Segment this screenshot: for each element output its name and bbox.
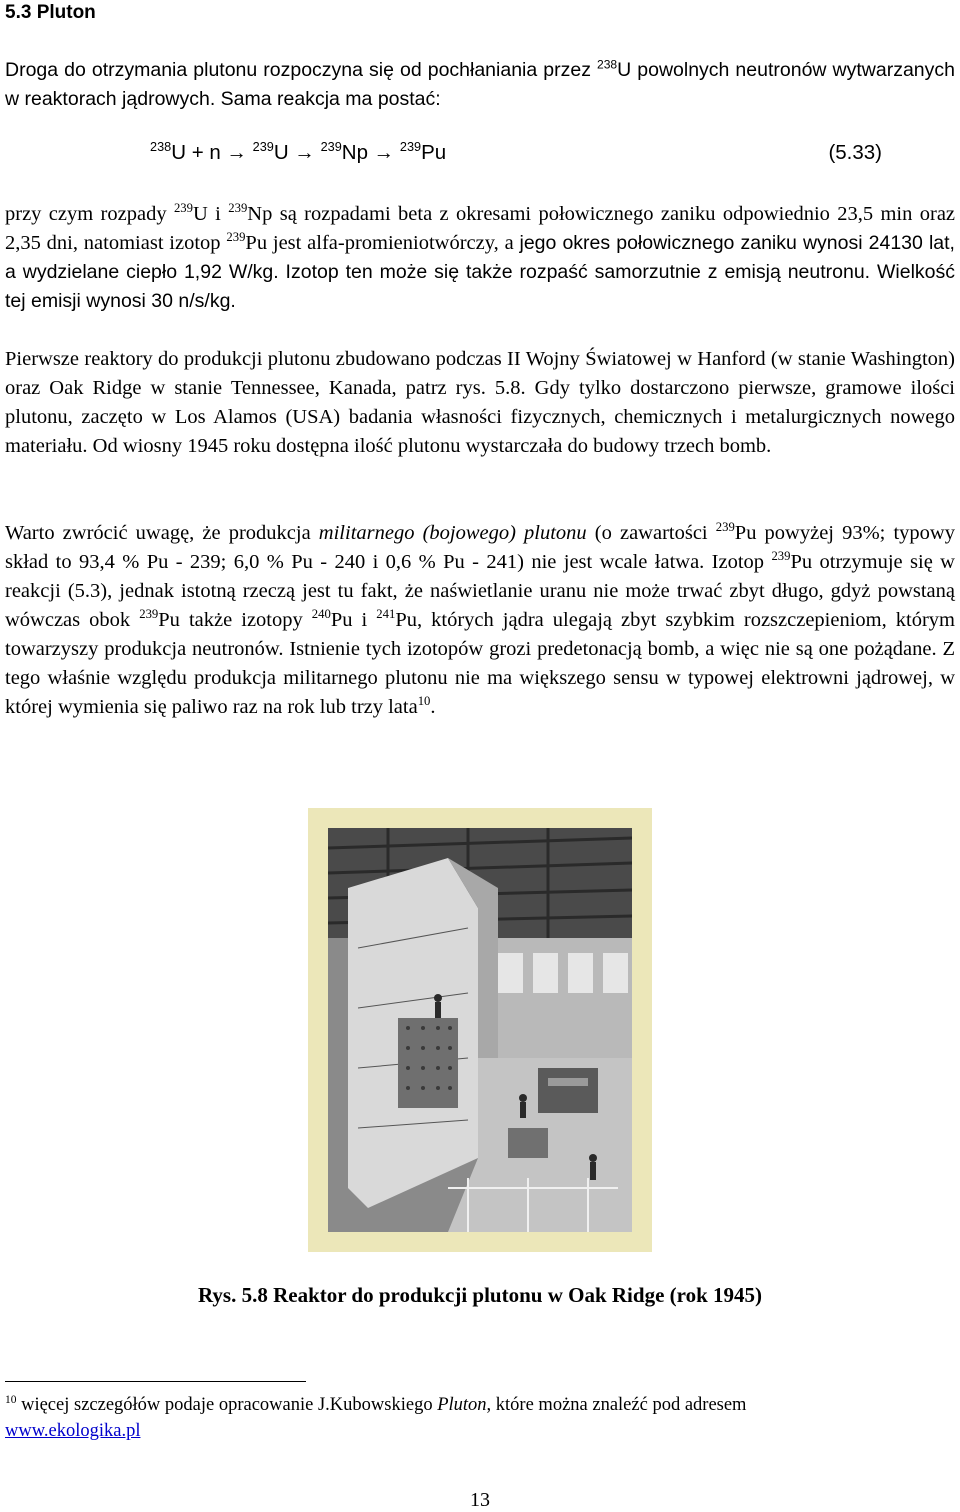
- reactor-hall-image: [328, 828, 632, 1232]
- decay-text: U i: [193, 203, 229, 225]
- superscript: 238: [150, 139, 172, 155]
- military-paragraph: [5, 519, 955, 722]
- decay-text: jego okres połowicznego zaniku wynosi 24130 lat, a wydzielane ciepło 1,92 W/kg. Izotop ten może się także rozpaść samorzutnie z emisją neutronu. Wielkość tej emisji wynosi 30 n/s/kg.: [5, 232, 955, 312]
- superscript: 239: [320, 139, 342, 155]
- footnote-title: Pluton: [437, 1395, 487, 1415]
- footnote-divider: [5, 1381, 306, 1382]
- superscript: 239: [252, 139, 274, 155]
- footnote-marker: 10: [5, 1393, 17, 1406]
- superscript: 239: [771, 549, 791, 564]
- italic-term: militarnego (bojowego) plutonu: [318, 522, 587, 544]
- superscript: 239: [228, 201, 248, 216]
- reactors-paragraph: Pierwsze reaktory do produkcji plutonu zbudowano podczas II Wojny Światowej w Hanford (w stanie Washington) oraz Oak Ridge w stanie Tennessee, Kanada, patrz rys. 5.8. Gdy tylko dostarczono pierwsze, gramowe ilości plutonu, zaczęto w Los Alamos (USA) badania własności fizycznych, chemicznych i metalurgicznych nowego materiału. Od wiosny 1945 roku dostępna ilość plutonu wystarczała do budowy trzech bomb.: [5, 348, 955, 457]
- equation-term: U →: [273, 141, 321, 164]
- equation-term: Np →: [341, 141, 400, 164]
- reactor-photo: [308, 808, 652, 1252]
- military-text: Pu i: [330, 609, 377, 631]
- superscript: 239: [226, 230, 246, 245]
- page-number: 13: [470, 1489, 490, 1511]
- footnote: [5, 1392, 955, 1444]
- military-text: Pu także izotopy: [158, 609, 312, 631]
- footnote-text: więcej szczegółów podaje opracowanie J.Kubowskiego: [16, 1395, 438, 1415]
- intro-text: Droga do otrzymania plutonu rozpoczyna się od pochłaniania przez: [5, 59, 597, 81]
- intro-paragraph: [5, 56, 955, 114]
- decay-text: Np są rozpadami beta z okresami połowicznego zaniku odpowiednio 23,5 min oraz 2,35 dni, natomiast izotop: [5, 203, 956, 254]
- equation-body: [150, 141, 446, 164]
- intro-text: U powolnych neutronów wytwarzanych w reaktorach jądrowych. Sama reakcja ma postać:: [5, 59, 955, 110]
- section-heading: 5.3 Pluton: [5, 2, 96, 23]
- superscript: 241: [376, 607, 396, 622]
- equation-term: U + n →: [171, 141, 253, 164]
- military-text: Pu, których jądra ulegają zbyt szybkim rozszczepieniom, którym towarzyszy produkcja neutronów. Istnienie tych izotopów grozi predetonacją bomb, a więc nie są one pożądane. Z tego właśnie względu produkcja militarnego plutonu nie ma większego sensu w typowej elektrowni jądrowej, w której wymienia się paliwo raz na rok lub trzy lata: [5, 609, 955, 718]
- superscript: 238: [596, 57, 618, 72]
- superscript: 239: [715, 520, 735, 535]
- footnote-reference: 10: [417, 694, 431, 709]
- superscript: 239: [173, 201, 193, 216]
- military-text: Pu otrzymuje się w reakcji (5.3), jednak istotną rzeczą jest tu fakt, że naświetlanie uranu nie może trwać zbyt długo, gdyż powstaną wówczas obok: [5, 551, 955, 631]
- footnote-text: , które można znaleźć pod adresem: [486, 1395, 747, 1415]
- footnote-link[interactable]: www.ekologika.pl: [5, 1421, 141, 1441]
- equation-number: (5.33): [828, 141, 882, 164]
- equation-term: Pu: [421, 141, 447, 164]
- figure-caption: Rys. 5.8 Reaktor do produkcji plutonu w Oak Ridge (rok 1945): [197, 1283, 763, 1307]
- military-text: .: [430, 696, 436, 718]
- decay-text: przy czym rozpady: [5, 203, 174, 225]
- military-text: (o zawartości: [586, 522, 716, 544]
- decay-text: Pu jest alfa-promieniotwórczy, a: [245, 232, 520, 254]
- superscript: 239: [139, 607, 159, 622]
- reaction-equation: [150, 138, 882, 168]
- superscript: 239: [399, 139, 422, 155]
- decay-paragraph: [5, 200, 955, 316]
- military-text: Pu powyżej 93%; typowy skład to 93,4 % Pu - 239; 6,0 % Pu - 240 i 0,6 % Pu - 241) nie jest wcale łatwa. Izotop: [5, 522, 955, 573]
- military-text: Warto zwrócić uwagę, że produkcja: [5, 522, 319, 544]
- superscript: 240: [311, 607, 331, 622]
